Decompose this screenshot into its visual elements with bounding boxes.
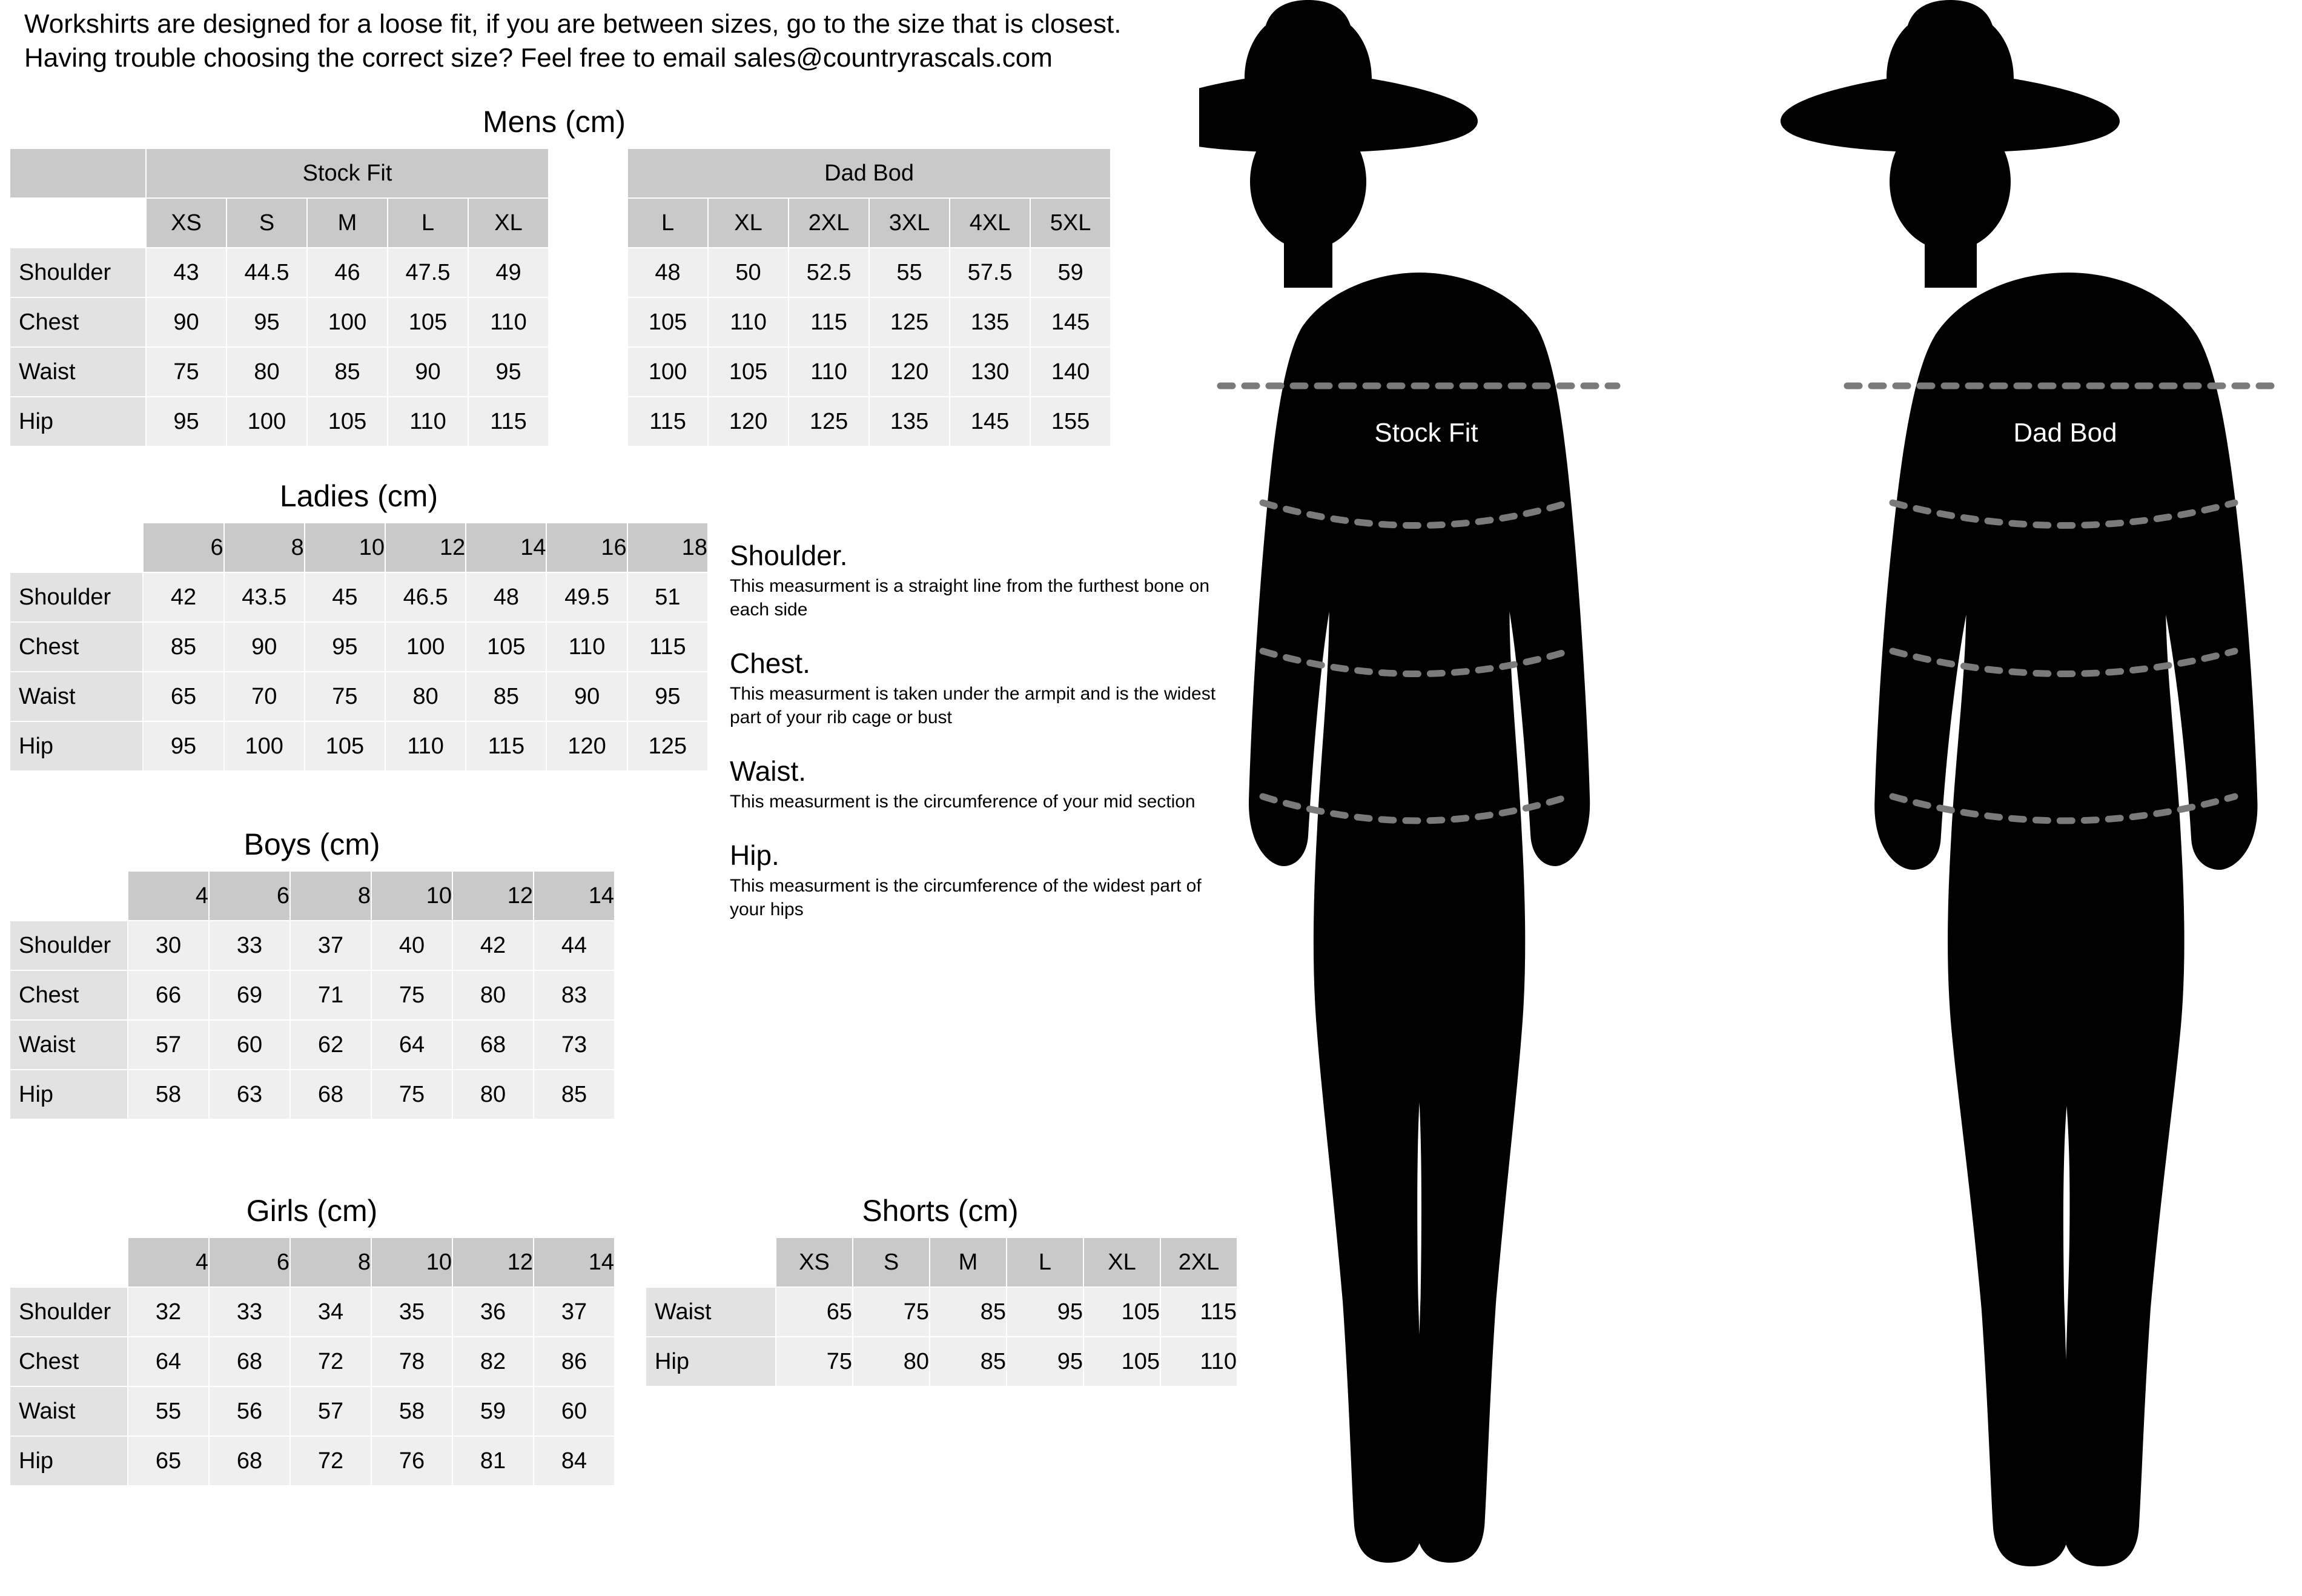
definition-term: Waist. [730, 755, 807, 787]
cell: 86 [534, 1337, 615, 1386]
cell: 44.5 [227, 248, 307, 297]
cell: 32 [128, 1287, 209, 1337]
cell: 105 [307, 397, 388, 446]
row-label: Waist [10, 672, 143, 721]
definition-shoulder [730, 539, 1232, 621]
cell: 85 [143, 622, 223, 672]
cell: 78 [371, 1337, 452, 1386]
mens-group-dad-bod: Dad Bod [627, 148, 1111, 198]
cell: 48 [627, 248, 708, 297]
cell: 130 [950, 347, 1030, 397]
cell: 90 [546, 672, 627, 721]
definition-term: Chest. [730, 647, 810, 679]
cell: 84 [534, 1436, 615, 1486]
cell: 42 [143, 572, 223, 622]
ladies-size: 10 [305, 523, 385, 572]
boys-title: Boys (cm) [243, 827, 380, 861]
boys-size: 10 [371, 871, 452, 921]
boys-size: 14 [534, 871, 615, 921]
cell: 100 [227, 397, 307, 446]
cell: 72 [290, 1436, 371, 1486]
girls-size: 4 [128, 1237, 209, 1287]
cell: 71 [290, 970, 371, 1020]
table-row [10, 1070, 615, 1119]
cell: 75 [371, 970, 452, 1020]
table-row [10, 970, 615, 1020]
boys-size-block [9, 827, 615, 1120]
definition-term: Shoulder. [730, 540, 848, 571]
cell: 66 [128, 970, 209, 1020]
cell: 34 [290, 1287, 371, 1337]
gap-cell [549, 297, 627, 347]
cell: 100 [307, 297, 388, 347]
row-label: Chest [10, 297, 146, 347]
figures-svg [1199, 0, 2302, 1593]
mens-dad-size: 3XL [869, 198, 950, 248]
girls-size-table [9, 1237, 615, 1486]
table-row [10, 248, 1111, 297]
gap-cell [549, 397, 627, 446]
cell: 82 [452, 1337, 534, 1386]
cell: 64 [128, 1337, 209, 1386]
mens-title: Mens (cm) [482, 105, 626, 139]
table-row [10, 721, 708, 771]
cell: 36 [452, 1287, 534, 1337]
row-label: Hip [10, 721, 143, 771]
mens-gap-cell [549, 198, 627, 248]
cell: 55 [128, 1386, 209, 1436]
row-label: Waist [646, 1287, 776, 1337]
cell: 37 [290, 921, 371, 970]
cell: 70 [224, 672, 305, 721]
cell: 56 [209, 1386, 290, 1436]
cell: 90 [146, 297, 227, 347]
cell: 110 [388, 397, 468, 446]
cell: 145 [950, 397, 1030, 446]
cell: 85 [930, 1287, 1007, 1337]
cell: 49.5 [546, 572, 627, 622]
definition-description: This measurment is a straight line from the furthest bone on each side [730, 576, 1210, 620]
corner-cell [10, 523, 143, 572]
row-label: Hip [10, 397, 146, 446]
mens-stock-size: L [388, 198, 468, 248]
cell: 110 [789, 347, 869, 397]
mens-size-corner-cell [10, 198, 146, 248]
cell: 115 [468, 397, 549, 446]
cell: 52.5 [789, 248, 869, 297]
cell: 40 [371, 921, 452, 970]
table-row [10, 347, 1111, 397]
mens-stock-size: S [227, 198, 307, 248]
row-label: Chest [10, 970, 128, 1020]
stock-fit-silhouette [1199, 0, 1617, 1563]
cell: 62 [290, 1020, 371, 1070]
cell: 90 [224, 622, 305, 672]
cell: 105 [388, 297, 468, 347]
girls-size: 14 [534, 1237, 615, 1287]
cell: 65 [128, 1436, 209, 1486]
cell: 105 [305, 721, 385, 771]
table-row [10, 921, 615, 970]
cell: 95 [1007, 1337, 1083, 1386]
cell: 135 [950, 297, 1030, 347]
row-label: Waist [10, 1386, 128, 1436]
cell: 45 [305, 572, 385, 622]
ladies-size-table [9, 522, 709, 772]
cell: 120 [546, 721, 627, 771]
mens-size-table [9, 148, 1111, 447]
cell: 68 [290, 1070, 371, 1119]
girls-size-header-row [10, 1237, 615, 1287]
shorts-size: S [853, 1237, 930, 1287]
boys-size: 8 [290, 871, 371, 921]
cell: 33 [209, 921, 290, 970]
row-label: Shoulder [10, 1287, 128, 1337]
cell: 85 [307, 347, 388, 397]
row-label: Shoulder [10, 921, 128, 970]
cell: 125 [789, 397, 869, 446]
gap-cell [549, 347, 627, 397]
cell: 80 [227, 347, 307, 397]
cell: 81 [452, 1436, 534, 1486]
shorts-size: M [930, 1237, 1007, 1287]
mens-size-header-row [10, 198, 1111, 248]
cell: 57 [290, 1386, 371, 1436]
cell: 95 [143, 721, 223, 771]
cell: 57.5 [950, 248, 1030, 297]
mens-stock-size: XL [468, 198, 549, 248]
cell: 35 [371, 1287, 452, 1337]
cell: 115 [789, 297, 869, 347]
shorts-size-block [645, 1193, 1238, 1387]
cell: 95 [146, 397, 227, 446]
table-row [10, 1337, 615, 1386]
cell: 105 [708, 347, 789, 397]
cell: 64 [371, 1020, 452, 1070]
table-row [646, 1287, 1237, 1337]
cell: 80 [385, 672, 466, 721]
ladies-size: 18 [627, 523, 708, 572]
row-label: Hip [10, 1070, 128, 1119]
cell: 44 [534, 921, 615, 970]
cell: 76 [371, 1436, 452, 1486]
row-label: Hip [646, 1337, 776, 1386]
measurement-definitions [730, 539, 1232, 947]
row-label: Chest [10, 622, 143, 672]
cell: 46 [307, 248, 388, 297]
corner-cell [10, 871, 128, 921]
shorts-size-header-row [646, 1237, 1237, 1287]
cell: 125 [627, 721, 708, 771]
cell: 145 [1030, 297, 1111, 347]
girls-size: 6 [209, 1237, 290, 1287]
intro-text [24, 7, 1121, 76]
cell: 68 [209, 1337, 290, 1386]
cell: 60 [534, 1386, 615, 1436]
table-row [10, 1287, 615, 1337]
boys-size: 4 [128, 871, 209, 921]
ladies-size: 16 [546, 523, 627, 572]
cell: 85 [930, 1337, 1007, 1386]
cell: 80 [853, 1337, 930, 1386]
mens-group-header-row [10, 148, 1111, 198]
gap-cell [549, 248, 627, 297]
row-label: Waist [10, 347, 146, 397]
shorts-size: XS [776, 1237, 853, 1287]
cell: 85 [534, 1070, 615, 1119]
definition-description: This measurment is taken under the armpit and is the widest part of your rib cage or bust [730, 684, 1216, 727]
cell: 68 [452, 1020, 534, 1070]
cell: 30 [128, 921, 209, 970]
cell: 110 [468, 297, 549, 347]
cell: 110 [385, 721, 466, 771]
body-figures [1199, 0, 2302, 1593]
intro-line-2: Having trouble choosing the correct size? Feel free to email sales@countryrascals.com [24, 43, 1053, 73]
mens-size-block [9, 104, 1111, 447]
mens-corner-cell [10, 148, 146, 198]
cell: 75 [305, 672, 385, 721]
cell: 65 [776, 1287, 853, 1337]
cell: 75 [853, 1287, 930, 1337]
ladies-size: 6 [143, 523, 223, 572]
cell: 95 [305, 622, 385, 672]
row-label: Chest [10, 1337, 128, 1386]
definition-description: This measurment is the circumference of the widest part of your hips [730, 876, 1202, 919]
ladies-size: 8 [224, 523, 305, 572]
cell: 65 [143, 672, 223, 721]
girls-size: 8 [290, 1237, 371, 1287]
table-row [10, 672, 708, 721]
girls-size: 10 [371, 1237, 452, 1287]
cell: 100 [224, 721, 305, 771]
ladies-size-header-row [10, 523, 708, 572]
cell: 42 [452, 921, 534, 970]
cell: 73 [534, 1020, 615, 1070]
cell: 140 [1030, 347, 1111, 397]
girls-title: Girls (cm) [246, 1194, 378, 1228]
cell: 43 [146, 248, 227, 297]
cell: 100 [385, 622, 466, 672]
definition-chest [730, 647, 1232, 729]
stock-fit-label: Stock Fit [1374, 418, 1478, 448]
ladies-title: Ladies (cm) [279, 479, 438, 513]
shorts-size: 2XL [1160, 1237, 1237, 1287]
cell: 95 [1007, 1287, 1083, 1337]
mens-dad-size: 4XL [950, 198, 1030, 248]
girls-size-block [9, 1193, 615, 1486]
cell: 115 [1160, 1287, 1237, 1337]
table-row [10, 572, 708, 622]
cell: 110 [708, 297, 789, 347]
cell: 75 [776, 1337, 853, 1386]
cell: 46.5 [385, 572, 466, 622]
ladies-size: 14 [466, 523, 546, 572]
cell: 105 [1083, 1337, 1160, 1386]
corner-cell [646, 1237, 776, 1287]
cell: 58 [371, 1386, 452, 1436]
row-label: Hip [10, 1436, 128, 1486]
cell: 59 [1030, 248, 1111, 297]
cell: 51 [627, 572, 708, 622]
cell: 110 [546, 622, 627, 672]
table-row [10, 1020, 615, 1070]
cell: 135 [869, 397, 950, 446]
cell: 125 [869, 297, 950, 347]
shorts-size-table [645, 1237, 1238, 1387]
cell: 100 [627, 347, 708, 397]
table-row [10, 397, 1111, 446]
cell: 68 [209, 1436, 290, 1486]
mens-dad-size: 2XL [789, 198, 869, 248]
cell: 95 [468, 347, 549, 397]
shorts-size: L [1007, 1237, 1083, 1287]
boys-size-header-row [10, 871, 615, 921]
mens-stock-size: M [307, 198, 388, 248]
ladies-size-block [9, 478, 709, 772]
mens-dad-size: XL [708, 198, 789, 248]
shorts-size: XL [1083, 1237, 1160, 1287]
mens-dad-size: 5XL [1030, 198, 1111, 248]
cell: 80 [452, 970, 534, 1020]
corner-cell [10, 1237, 128, 1287]
cell: 72 [290, 1337, 371, 1386]
row-label: Shoulder [10, 572, 143, 622]
table-row [10, 1386, 615, 1436]
cell: 75 [146, 347, 227, 397]
cell: 105 [466, 622, 546, 672]
table-row [10, 1436, 615, 1486]
boys-size: 12 [452, 871, 534, 921]
cell: 49 [468, 248, 549, 297]
cell: 155 [1030, 397, 1111, 446]
cell: 47.5 [388, 248, 468, 297]
cell: 58 [128, 1070, 209, 1119]
mens-dad-size: L [627, 198, 708, 248]
cell: 37 [534, 1287, 615, 1337]
cell: 95 [227, 297, 307, 347]
cell: 48 [466, 572, 546, 622]
cell: 105 [627, 297, 708, 347]
dad-bod-label: Dad Bod [2013, 418, 2117, 448]
cell: 69 [209, 970, 290, 1020]
definition-waist [730, 755, 1232, 813]
girls-size: 12 [452, 1237, 534, 1287]
mens-group-stock-fit: Stock Fit [146, 148, 549, 198]
ladies-size: 12 [385, 523, 466, 572]
mens-stock-size: XS [146, 198, 227, 248]
definition-term: Hip. [730, 839, 779, 871]
cell: 80 [452, 1070, 534, 1119]
cell: 85 [466, 672, 546, 721]
mens-gap-cell [549, 148, 627, 198]
cell: 83 [534, 970, 615, 1020]
cell: 57 [128, 1020, 209, 1070]
cell: 115 [627, 397, 708, 446]
cell: 55 [869, 248, 950, 297]
cell: 115 [627, 622, 708, 672]
cell: 95 [627, 672, 708, 721]
cell: 90 [388, 347, 468, 397]
row-label: Shoulder [10, 248, 146, 297]
table-row [646, 1337, 1237, 1386]
cell: 59 [452, 1386, 534, 1436]
cell: 63 [209, 1070, 290, 1119]
table-row [10, 297, 1111, 347]
table-row [10, 622, 708, 672]
boys-size: 6 [209, 871, 290, 921]
cell: 105 [1083, 1287, 1160, 1337]
cell: 110 [1160, 1337, 1237, 1386]
boys-size-table [9, 870, 615, 1120]
dad-bod-silhouette [1781, 0, 2283, 1566]
intro-line-1: Workshirts are designed for a loose fit, if you are between sizes, go to the size that is closest. [24, 9, 1122, 39]
definition-hip [730, 839, 1232, 921]
cell: 75 [371, 1070, 452, 1119]
cell: 120 [869, 347, 950, 397]
shorts-title: Shorts (cm) [862, 1194, 1019, 1228]
cell: 60 [209, 1020, 290, 1070]
cell: 50 [708, 248, 789, 297]
cell: 43.5 [224, 572, 305, 622]
definition-description: This measurment is the circumference of your mid section [730, 792, 1196, 812]
cell: 33 [209, 1287, 290, 1337]
cell: 120 [708, 397, 789, 446]
cell: 115 [466, 721, 546, 771]
row-label: Waist [10, 1020, 128, 1070]
